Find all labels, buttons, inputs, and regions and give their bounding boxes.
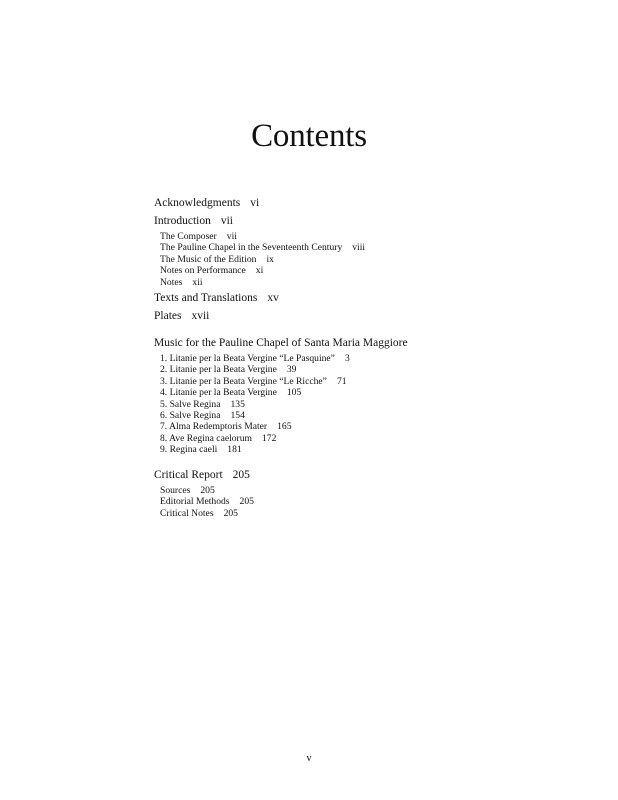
toc-entry-page: vi — [250, 197, 260, 209]
toc-subentry[interactable] — [154, 277, 574, 288]
toc-entry-label: 9. Regina caeli — [160, 444, 218, 456]
introduction-subentries — [154, 231, 574, 288]
toc-subentry[interactable] — [154, 496, 574, 507]
toc-subentry[interactable] — [154, 376, 574, 387]
toc-entry-page: vii — [226, 231, 237, 242]
toc-entry-label: 1. Litanie per la Beata Vergine “Le Pasquine” — [160, 353, 335, 365]
toc-entry-page: xi — [255, 265, 264, 277]
toc-subentry[interactable] — [154, 242, 574, 253]
toc-entry-page: 154 — [230, 410, 245, 422]
toc-entry-page: 71 — [336, 375, 347, 387]
toc-entry-page: 105 — [286, 387, 302, 399]
toc-entry-label: 5. Salve Regina — [160, 398, 221, 410]
toc-entry-page: 165 — [277, 421, 292, 433]
toc-entry-label: Plates — [154, 310, 182, 323]
toc-entry-label: 2. Litanie per la Beata Vergine — [160, 364, 277, 376]
toc-entry-introduction[interactable] — [154, 214, 574, 229]
toc-entry-acknowledgments[interactable] — [154, 196, 574, 211]
toc-entry-critical-report[interactable] — [154, 468, 574, 483]
toc-entry-page: 39 — [286, 364, 297, 376]
toc-entry-label: 4. Litanie per la Beata Vergine — [160, 387, 277, 399]
toc-subentry[interactable] — [154, 353, 574, 364]
toc-entry-page: 181 — [227, 444, 242, 456]
toc-entry-label: Notes on Performance — [160, 265, 246, 277]
page-title: Contents — [251, 118, 367, 154]
music-items — [154, 353, 574, 456]
toc-entry-page: ix — [266, 253, 274, 265]
toc-entry-page: xvii — [191, 310, 210, 323]
toc-entry-label: 8. Ave Regina caelorum — [160, 432, 252, 444]
toc-entry-page: 3 — [344, 353, 350, 365]
toc-entry-label: Notes — [160, 276, 183, 288]
toc-entry-label: Editorial Methods — [160, 496, 230, 508]
toc-entry-page: xii — [192, 276, 203, 288]
page-number: v — [306, 753, 312, 764]
critical-report-subentries — [154, 485, 574, 519]
toc-subentry[interactable] — [154, 231, 574, 242]
toc-entry-label: The Composer — [160, 231, 217, 242]
toc-entry-label: 6. Salve Regina — [160, 410, 221, 422]
toc-subentry[interactable] — [154, 399, 574, 410]
toc-entry-page: 205 — [223, 507, 238, 519]
toc-entry-label: Texts and Translations — [154, 292, 258, 305]
toc-entry-label: Critical Notes — [160, 507, 214, 519]
toc-entry-plates[interactable] — [154, 309, 574, 324]
toc-entry-label: 7. Alma Redemptoris Mater — [160, 421, 268, 433]
toc-entry-page: 135 — [230, 398, 245, 410]
toc-subentry[interactable] — [154, 444, 574, 455]
toc-subentry[interactable] — [154, 421, 574, 432]
toc-entry-page: 205 — [232, 468, 250, 481]
toc-subentry[interactable] — [154, 485, 574, 496]
toc-entry-label: Introduction — [154, 215, 211, 227]
toc-entry-page: vii — [220, 215, 233, 227]
toc-entry-label: Acknowledgments — [154, 197, 241, 209]
toc-entry-label: The Music of the Edition — [160, 253, 257, 265]
toc-entry-label: Sources — [160, 484, 191, 496]
toc-subentry[interactable] — [154, 433, 574, 444]
toc-subentry[interactable] — [154, 254, 574, 265]
toc-subentry[interactable] — [154, 387, 574, 398]
toc-subentry[interactable] — [154, 410, 574, 421]
toc-entry-label: The Pauline Chapel in the Seventeenth Century — [160, 242, 343, 254]
toc-entry-page: xv — [267, 292, 279, 305]
toc-subentry[interactable] — [154, 265, 574, 276]
toc-entry-page: viii — [352, 242, 366, 254]
toc-entry-page: 205 — [239, 496, 254, 508]
toc-entry-page: 172 — [262, 432, 277, 444]
toc-entry-music-section[interactable] — [154, 336, 574, 351]
toc-subentry[interactable] — [154, 364, 574, 375]
toc-entry-label: Music for the Pauline Chapel of Santa Maria Maggiore — [154, 337, 408, 350]
toc-entry-page: 205 — [200, 484, 215, 496]
toc-entry-texts-and-translations[interactable] — [154, 291, 574, 306]
toc-entry-label: 3. Litanie per la Beata Vergine “Le Ricche” — [160, 375, 327, 387]
table-of-contents — [154, 196, 574, 520]
toc-entry-label: Critical Report — [154, 468, 223, 481]
toc-subentry[interactable] — [154, 508, 574, 519]
